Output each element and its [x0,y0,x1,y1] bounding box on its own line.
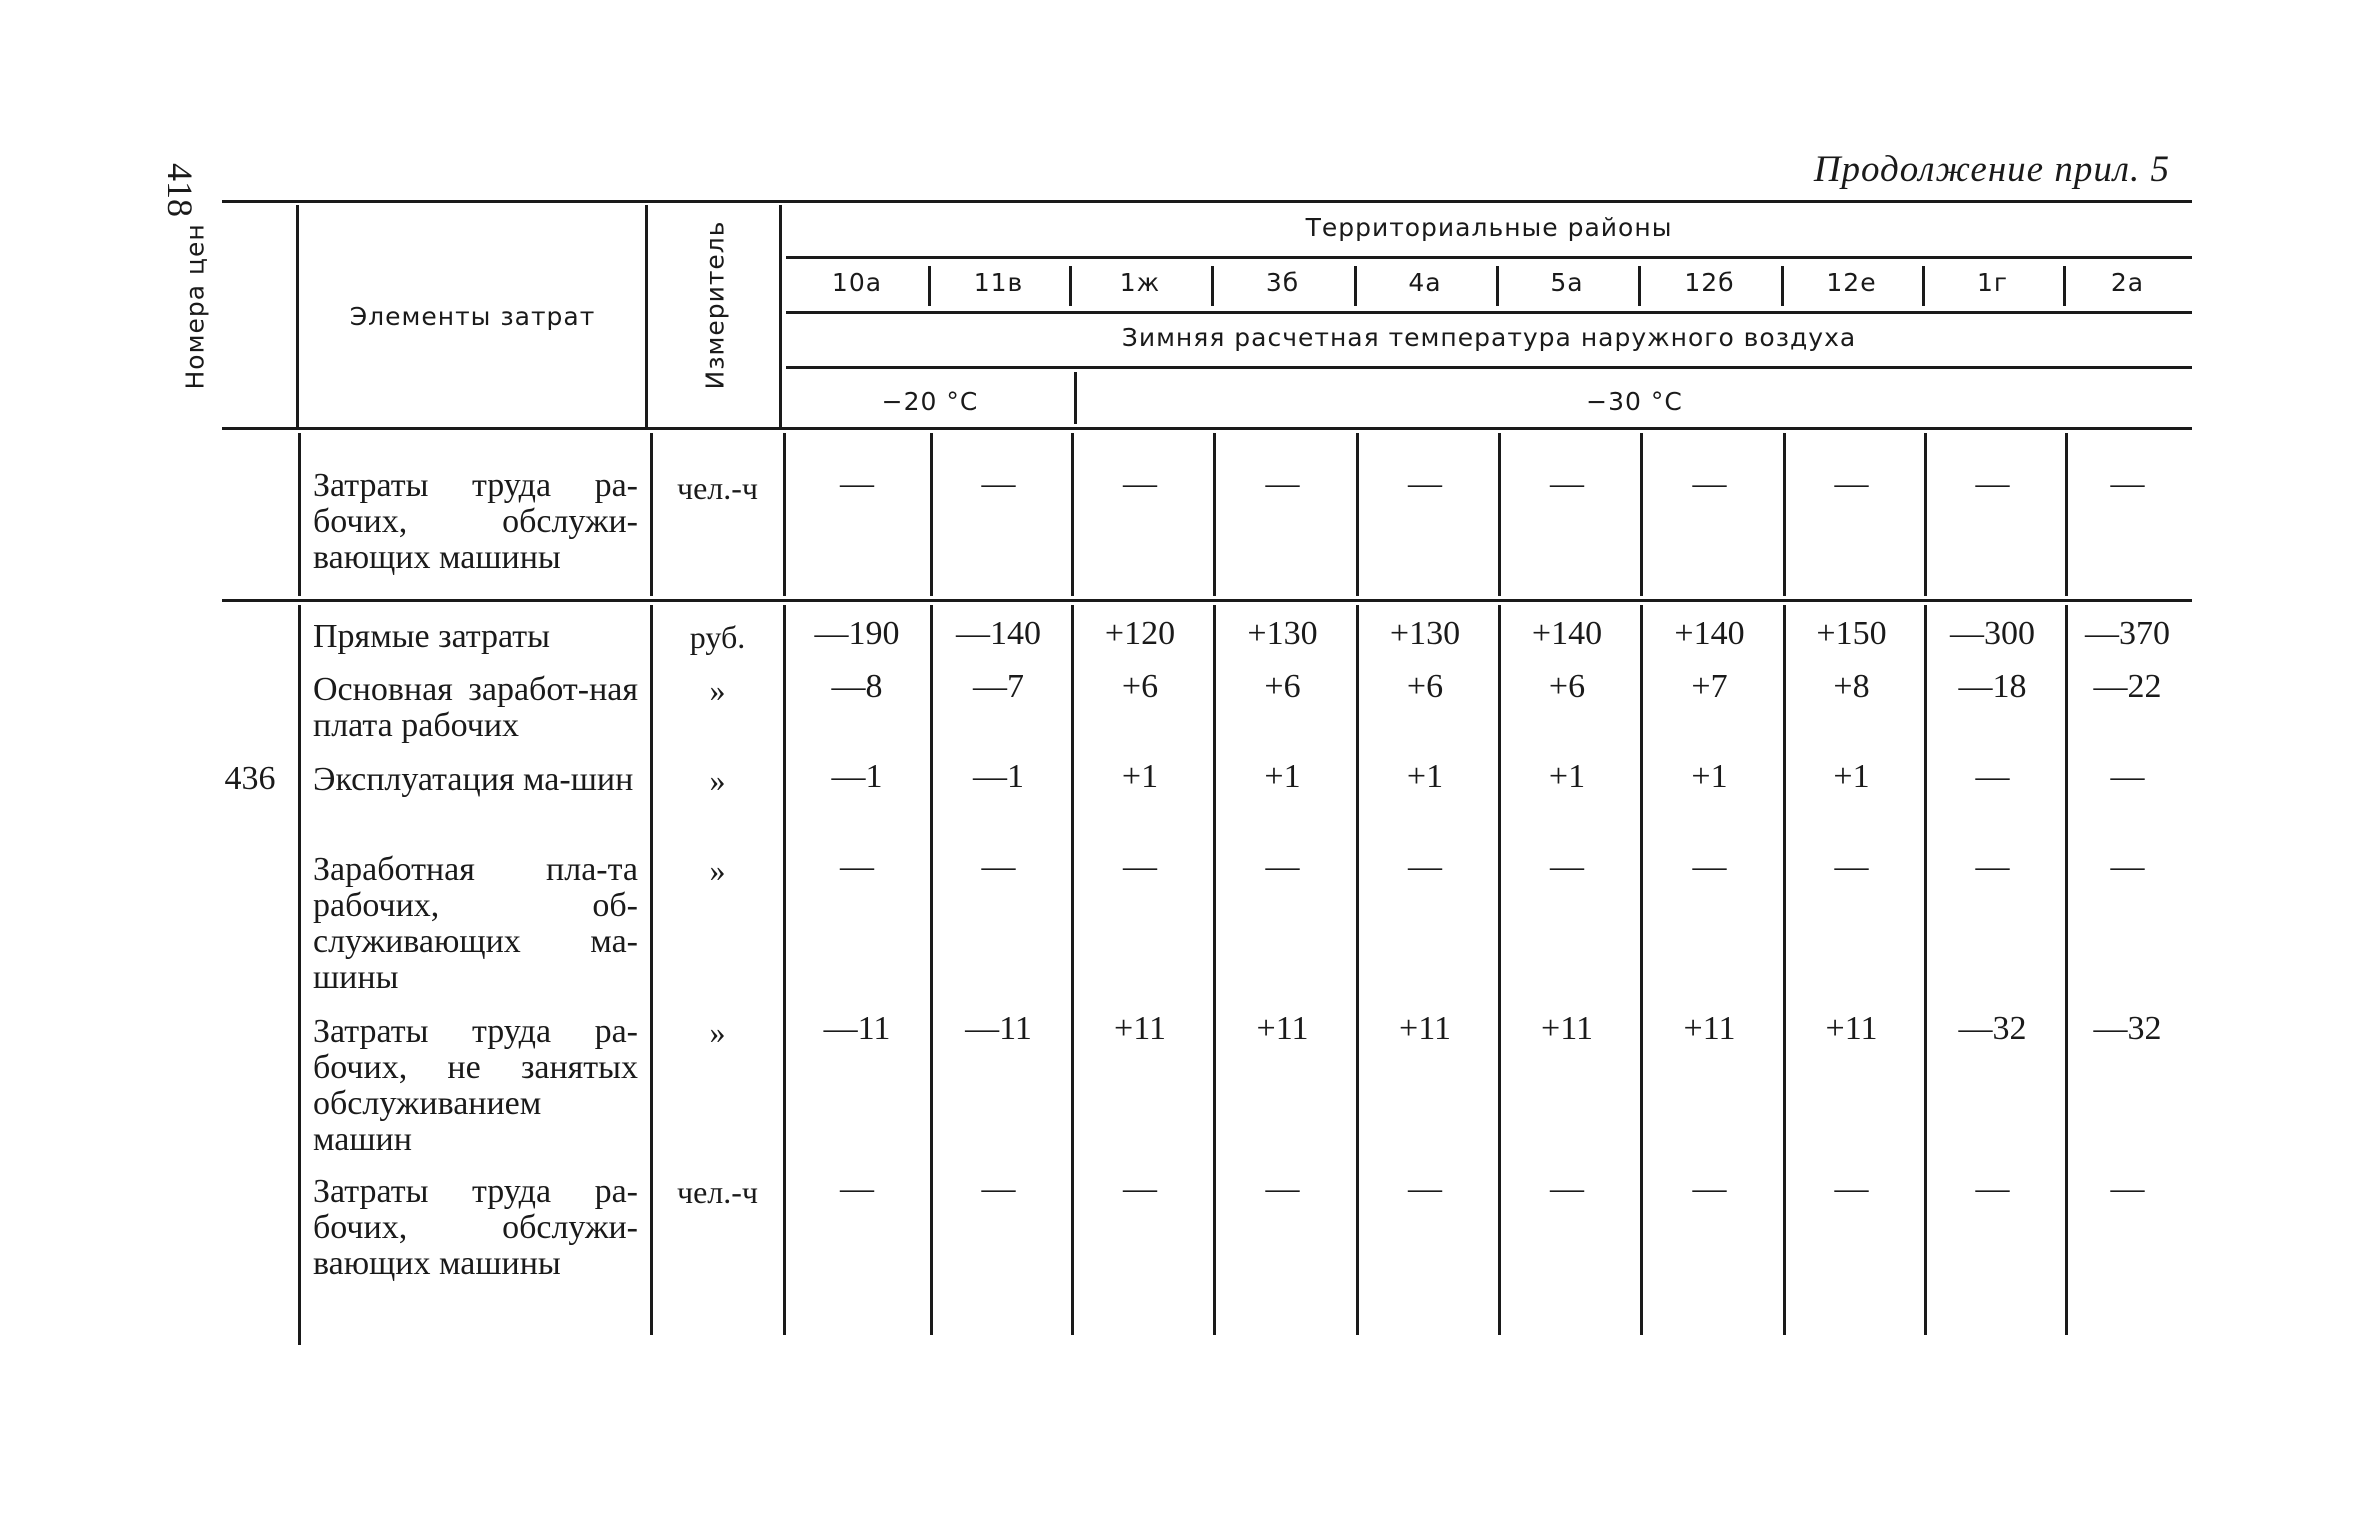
value-divider [1783,605,1786,1335]
body-divider [783,433,786,596]
row-desc: Затраты труда ра-бочих, не занятых обслуживанием машин [313,1013,638,1158]
row-unit: » [709,762,726,798]
value-cell: — [2110,848,2145,885]
region-code: 3б [1265,268,1300,297]
table-top-rule [222,200,2192,203]
regions-header: Территориальные районы [1305,213,1673,242]
header-divider [779,205,782,427]
value-cell: — [1123,1170,1157,1207]
value-cell: —7 [973,668,1024,705]
value-cell: — [1408,848,1442,885]
value-cell: — [1975,1170,2010,1207]
value-cell: — [1265,465,1300,502]
value-cell: — [1834,848,1869,885]
region-code-divider [1496,266,1499,306]
value-cell: +6 [1264,668,1301,705]
value-cell: — [2110,758,2145,795]
row-unit: чел.-ч [676,1174,758,1210]
price-numbers-header: Номера цен [180,223,210,390]
continuation-caption: Продолжение прил. 5 [1813,149,2170,190]
value-divider [1356,605,1359,1335]
row-desc: Эксплуатация ма-шин [313,761,634,798]
value-divider [1498,433,1501,596]
value-divider [1498,605,1501,1335]
region-code: 12е [1826,268,1877,297]
row-unit: » [709,672,726,708]
value-cell: —370 [2085,615,2170,652]
value-cell: —11 [823,1010,891,1047]
value-divider [1213,605,1216,1335]
body-divider [783,605,786,1335]
value-divider [1356,433,1359,596]
value-cell: —190 [814,615,900,652]
value-cell: — [1692,465,1727,502]
page-number: 418 [160,163,200,217]
value-cell: — [1834,1170,1869,1207]
value-cell: — [1550,848,1584,885]
value-cell: —140 [956,615,1041,652]
value-cell: — [2110,1170,2145,1207]
temp-group-30: −30 °С [1586,387,1683,416]
value-cell: +11 [1541,1010,1593,1047]
value-cell: +130 [1247,615,1318,652]
value-cell: +1 [1264,758,1301,795]
value-cell: +1 [1691,758,1728,795]
value-cell: — [1408,1170,1442,1207]
region-code-divider [1211,266,1214,306]
winter-rule [786,366,2192,369]
value-cell: +1 [1406,758,1444,795]
value-divider [1213,433,1216,596]
value-divider [930,433,933,596]
value-cell: — [1692,1170,1727,1207]
region-code: 2а [2110,268,2145,297]
header-bottom-rule [222,427,2192,430]
value-cell: —18 [1958,668,2027,705]
value-cell: +1 [1548,758,1586,795]
value-cell: — [981,1170,1016,1207]
body-divider [298,433,301,596]
header-divider [296,205,299,427]
value-cell: — [2110,465,2145,502]
region-code: 11в [973,268,1024,297]
value-cell: — [1834,465,1869,502]
value-cell: — [1408,465,1442,502]
region-code-divider [928,266,931,306]
value-cell: —1 [831,758,883,795]
value-cell: +150 [1816,615,1887,652]
value-cell: — [1975,848,2010,885]
body-divider [298,605,301,1345]
row-desc: Основная заработ-ная плата рабочих [313,671,638,744]
row-desc: Затраты труда ра-бочих, обслужи-вающих машины [313,1173,638,1282]
value-cell: — [1265,1170,1300,1207]
value-cell: — [981,465,1016,502]
value-cell: +6 [1121,668,1159,705]
elements-header: Элементы затрат [349,302,596,331]
value-cell: — [1123,465,1157,502]
value-cell: — [1975,465,2010,502]
value-cell: +8 [1833,668,1870,705]
region-code: 4а [1408,268,1442,297]
region-code-divider [1354,266,1357,306]
value-cell: —11 [965,1010,1032,1047]
value-divider [1924,605,1927,1335]
regions-rule [786,256,2192,259]
region-code: 5а [1550,268,1584,297]
value-divider [1071,433,1074,596]
value-cell: +120 [1104,615,1176,652]
value-cell: — [1692,848,1727,885]
section-rule [222,599,2192,602]
value-divider [1640,605,1643,1335]
value-cell: +6 [1548,668,1586,705]
value-cell: — [1123,848,1157,885]
value-cell: — [1550,1170,1584,1207]
value-divider [1640,433,1643,596]
region-code-divider [2063,266,2066,306]
value-cell: — [1550,465,1584,502]
value-cell: +6 [1406,668,1444,705]
value-cell: —22 [2093,668,2162,705]
row-desc: Прямые затраты [313,618,550,655]
region-code: 10а [831,268,883,297]
value-cell: +11 [1256,1010,1309,1047]
region-code: 12б [1684,268,1735,297]
value-divider [930,605,933,1335]
region-code-divider [1638,266,1641,306]
value-cell: +11 [1825,1010,1878,1047]
row-desc: Заработная пла-та рабочих, об-служивающих ма-шины [313,851,638,996]
value-cell: — [981,848,1016,885]
value-cell: — [1975,758,2010,795]
unit-header: Измеритель [700,220,730,390]
region-code: 1г [1976,268,2009,297]
value-cell: —300 [1950,615,2035,652]
value-cell: +7 [1691,668,1728,705]
row-unit: чел.-ч [676,470,758,506]
value-cell: —32 [2093,1010,2162,1047]
row-desc: Затраты труда ра-бочих, обслужи-вающих машины [313,467,638,576]
value-cell: —32 [1958,1010,2027,1047]
row-unit: » [709,1014,726,1050]
region-code: 1ж [1119,268,1161,297]
value-divider [2065,605,2068,1335]
value-cell: —8 [831,668,883,705]
value-divider [1071,605,1074,1335]
value-cell: +1 [1833,758,1870,795]
value-cell: +130 [1389,615,1461,652]
body-divider [650,605,653,1335]
value-cell: — [1265,848,1300,885]
row-unit: руб. [689,619,746,655]
region-code-divider [1781,266,1784,306]
row-unit: » [709,852,726,888]
value-cell: — [840,1170,874,1207]
region-code-divider [1922,266,1925,306]
value-cell: +140 [1674,615,1745,652]
codes-rule [786,311,2192,314]
value-cell: —1 [973,758,1024,795]
value-cell: +1 [1121,758,1159,795]
value-cell: +11 [1683,1010,1736,1047]
body-divider [650,433,653,596]
value-divider [1783,433,1786,596]
value-cell: +11 [1399,1010,1451,1047]
value-divider [2065,433,2068,596]
value-cell: — [840,465,874,502]
header-divider [645,205,648,427]
value-divider [1924,433,1927,596]
winter-temp-header: Зимняя расчетная температура наружного воздуха [1121,323,1857,352]
price-number-436: 436 [224,760,276,797]
value-cell: — [840,848,874,885]
temp-group-20: −20 °С [881,387,979,416]
region-code-divider [1069,266,1072,306]
value-cell: +11 [1114,1010,1166,1047]
value-cell: +140 [1531,615,1603,652]
